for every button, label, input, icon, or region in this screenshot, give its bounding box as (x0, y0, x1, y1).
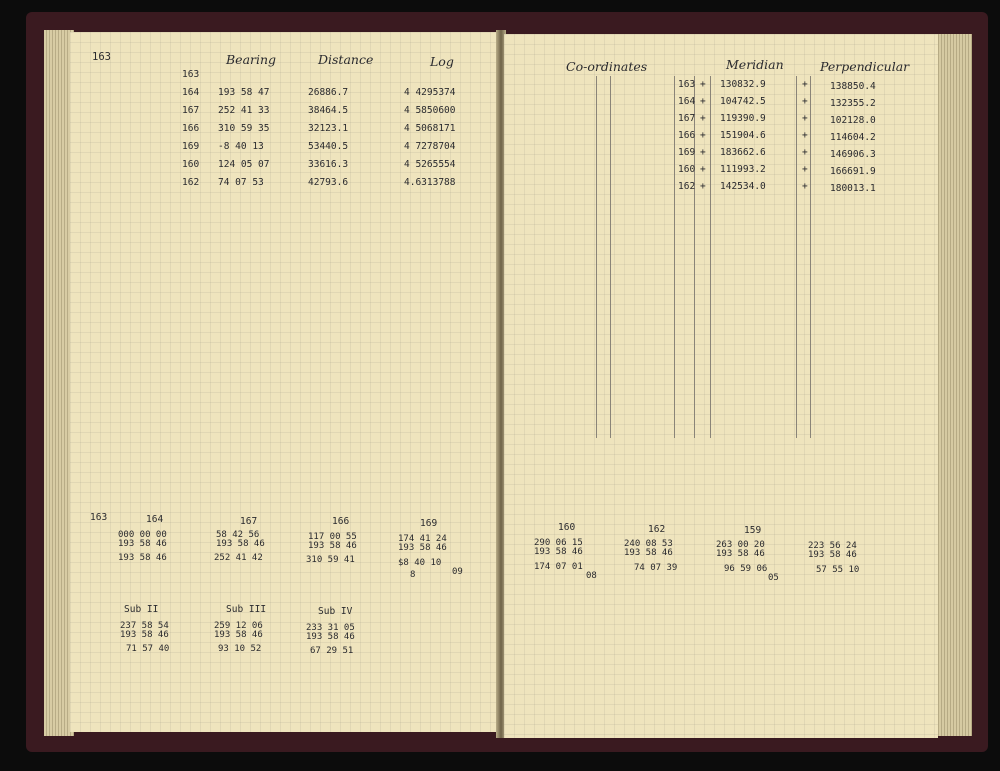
calc-line: 240 08 53 (624, 539, 673, 549)
distance-cell: 53440.5 (308, 141, 349, 152)
meridian-cell: 183662.6 (720, 147, 766, 158)
calc-line: 193 58 46 (624, 548, 673, 558)
perpendicular-cell: 146906.3 (830, 149, 876, 160)
station-cell: 162 (182, 177, 200, 188)
calc-line: 193 58 46 (308, 541, 357, 551)
meridian-cell: 130832.9 (720, 79, 766, 90)
ruled-line (710, 76, 711, 438)
station-cell: 164 (182, 87, 200, 98)
station-cell: 163 (182, 69, 200, 80)
calc-line: 193 58 46 (716, 549, 765, 559)
calc-result: 57 55 10 (816, 565, 860, 575)
log-cell: 4 5265554 (404, 159, 456, 170)
calc-result: $8 40 10 (398, 558, 442, 568)
station-cell: 167 (678, 113, 696, 124)
calc-head: 159 (744, 525, 762, 536)
bearing-cell: 310 59 35 (218, 123, 270, 134)
header-log: Log (430, 54, 454, 69)
left-page (70, 32, 498, 732)
log-cell: 4.6313788 (404, 177, 456, 188)
ruled-line (596, 76, 597, 438)
calc-line: 193 58 46 (534, 547, 583, 557)
meridian-sign: + (700, 147, 706, 158)
bearing-cell: -8 40 13 (218, 141, 264, 152)
calc-line: 193 58 46 (398, 543, 447, 553)
ruled-line (810, 76, 811, 438)
ruled-line (610, 76, 611, 438)
perpendicular-sign: + (802, 79, 808, 90)
log-cell: 4 5068171 (404, 123, 456, 134)
calc-line: 237 58 54 (120, 621, 169, 631)
page-number: 163 (92, 51, 111, 63)
bearing-cell: 74 07 53 (218, 177, 264, 188)
meridian-sign: + (700, 164, 706, 175)
meridian-cell: 119390.9 (720, 113, 766, 124)
distance-cell: 38464.5 (308, 105, 349, 116)
meridian-sign: + (700, 130, 706, 141)
calc-head: 167 (240, 516, 258, 527)
calc-extra: 05 (768, 573, 779, 583)
calc-result: 174 07 01 (534, 562, 583, 572)
perpendicular-sign: + (802, 181, 808, 192)
station-cell: 160 (678, 164, 696, 175)
calc-line: 290 06 15 (534, 538, 583, 548)
meridian-cell: 104742.5 (720, 96, 766, 107)
bearing-cell: 193 58 47 (218, 87, 270, 98)
station-cell: 162 (678, 181, 696, 192)
meridian-cell: 111993.2 (720, 164, 766, 175)
calc-result: 67 29 51 (310, 646, 354, 656)
station-cell: 166 (678, 130, 696, 141)
sub-head: Sub III (226, 604, 267, 615)
station-cell: 169 (678, 147, 696, 158)
ruled-line (796, 76, 797, 438)
calc-head: 160 (558, 522, 576, 533)
perpendicular-cell: 132355.2 (830, 98, 876, 109)
calc-head: 162 (648, 524, 666, 535)
calc-head: 166 (332, 516, 350, 527)
sub-head: Sub II (124, 604, 159, 615)
distance-cell: 26886.7 (308, 87, 349, 98)
perpendicular-cell: 180013.1 (830, 183, 876, 194)
meridian-cell: 151904.6 (720, 130, 766, 141)
log-cell: 4 4295374 (404, 87, 456, 98)
header-coordinates: Co-ordinates (566, 59, 648, 74)
calc-station-label: 163 (90, 512, 108, 523)
distance-cell: 33616.3 (308, 159, 349, 170)
calc-extra: 08 (586, 571, 597, 581)
calc-line: 193 58 46 (214, 630, 263, 640)
meridian-sign: + (700, 113, 706, 124)
calc-result: 310 59 41 (306, 555, 355, 565)
perpendicular-sign: + (802, 113, 808, 124)
calc-result: 252 41 42 (214, 553, 263, 563)
header-distance: Distance (318, 52, 374, 67)
calc-note: 8 (410, 570, 416, 580)
calc-result: 74 07 39 (634, 563, 678, 573)
calc-result: 71 57 40 (126, 644, 170, 654)
calc-line: 193 58 46 (120, 630, 169, 640)
right-page (504, 34, 938, 738)
perpendicular-cell: 102128.0 (830, 115, 876, 126)
calc-head: 164 (146, 514, 164, 525)
calc-line: 233 31 05 (306, 623, 355, 633)
bearing-cell: 124 05 07 (218, 159, 270, 170)
calc-line: 000 00 00 (118, 530, 167, 540)
header-perpendicular: Perpendicular (820, 59, 910, 74)
perpendicular-sign: + (802, 164, 808, 175)
perpendicular-cell: 138850.4 (830, 81, 876, 92)
station-cell: 160 (182, 159, 200, 170)
station-cell: 169 (182, 141, 200, 152)
calc-result: 193 58 46 (118, 553, 167, 563)
calc-line: 263 00 20 (716, 540, 765, 550)
ruled-line (674, 76, 675, 438)
distance-cell: 32123.1 (308, 123, 349, 134)
station-cell: 167 (182, 105, 200, 116)
calc-line: 193 58 46 (118, 539, 167, 549)
perpendicular-cell: 166691.9 (830, 166, 876, 177)
calc-line: 193 58 46 (808, 550, 857, 560)
calc-line: 174 41 24 (398, 534, 447, 544)
perpendicular-sign: + (802, 147, 808, 158)
calc-extra: 09 (452, 567, 463, 577)
station-cell: 163 (678, 79, 696, 90)
perpendicular-sign: + (802, 96, 808, 107)
bearing-cell: 252 41 33 (218, 105, 270, 116)
station-cell: 166 (182, 123, 200, 134)
meridian-sign: + (700, 96, 706, 107)
log-cell: 4 5850600 (404, 105, 456, 116)
meridian-sign: + (700, 181, 706, 192)
header-meridian: Meridian (726, 57, 784, 72)
perpendicular-sign: + (802, 130, 808, 141)
calc-result: 93 10 52 (218, 644, 262, 654)
calc-line: 193 58 46 (216, 539, 265, 549)
header-bearing: Bearing (226, 52, 277, 67)
calc-line: 58 42 56 (216, 530, 260, 540)
distance-cell: 42793.6 (308, 177, 349, 188)
calc-line: 117 00 55 (308, 532, 357, 542)
calc-result: 96 59 06 (724, 564, 768, 574)
meridian-sign: + (700, 79, 706, 90)
perpendicular-cell: 114604.2 (830, 132, 876, 143)
station-cell: 164 (678, 96, 696, 107)
meridian-cell: 142534.0 (720, 181, 766, 192)
sub-head: Sub IV (318, 606, 353, 617)
log-cell: 4 7278704 (404, 141, 456, 152)
calc-line: 193 58 46 (306, 632, 355, 642)
calc-head: 169 (420, 518, 438, 529)
calc-line: 259 12 06 (214, 621, 263, 631)
calc-line: 223 56 24 (808, 541, 857, 551)
